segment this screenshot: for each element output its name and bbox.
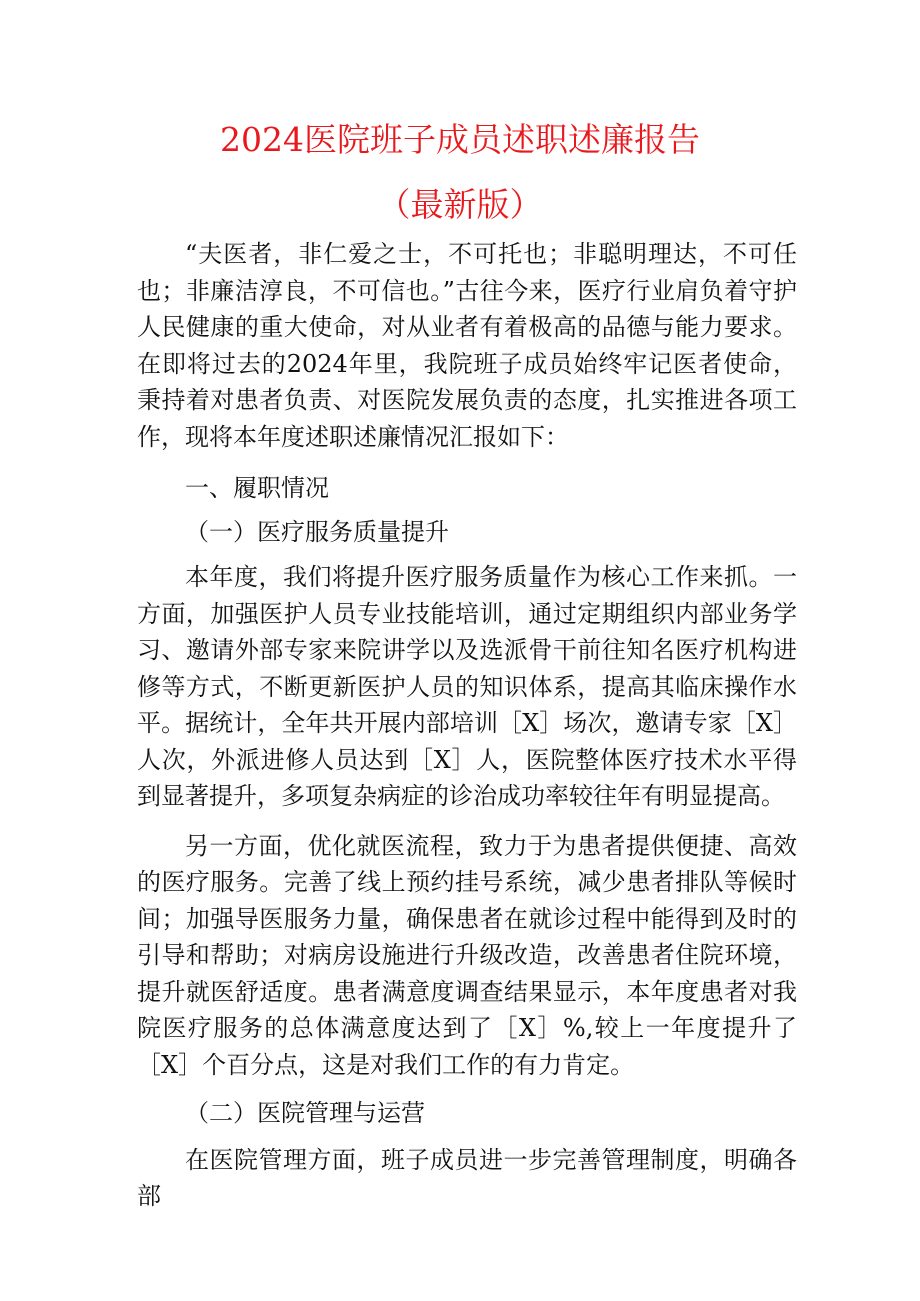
management-paragraph-1: 在医院管理方面，班子成员进一步完善管理制度，明确各部 xyxy=(137,1145,797,1210)
document-title: 2024医院班子成员述职述廉报告 xyxy=(220,120,700,159)
medical-quality-paragraph-2: 另一方面，优化就医流程，致力于为患者提供便捷、高效的医疗服务。完善了线上预约挂号系统，减少患者排队等候时间；加强导医服务力量，确保患者在就诊过程中能得到及时的引导和帮助；对病房设施进行升级改造，改善患者住院环境，提升就医舒适度。患者满意度调查结果显示，本年度患者对我院医疗服务的总体满意度达到了［X］%,较上一年度提升了［X］个百分点，这是对我们工作的有力肯定。 xyxy=(137,831,797,1079)
subsection-heading-medical-quality: （一）医疗服务质量提升 xyxy=(185,517,449,546)
document-subtitle: （最新版） xyxy=(377,185,543,224)
intro-paragraph: “夫医者，非仁爱之士，不可托也；非聪明理达，不可任也；非廉洁淳良，不可信也。”古往今来，医疗行业肩负着守护人民健康的重大使命，对从业者有着极高的品德与能力要求。在即将过去的2024年里，我院班子成员始终牢记医者使命，秉持着对患者负责、对医院发展负责的态度，扎实推进各项工作，现将本年度述职述廉情况汇报如下： xyxy=(137,240,797,451)
document-body xyxy=(137,236,797,1215)
subsection-heading-management: （二）医院管理与运营 xyxy=(185,1099,425,1127)
section-heading-performance: 一、履职情况 xyxy=(185,474,329,502)
medical-quality-paragraph-1: 本年度，我们将提升医疗服务质量作为核心工作来抓。一方面，加强医护人员专业技能培训，通过定期组织内部业务学习、邀请外部专家来院讲学以及选派骨干前往知名医疗机构进修等方式，不断更新医护人员的知识体系，提高其临床操作水平。据统计，全年共开展内部培训［X］场次，邀请专家［X］人次，外派进修人员达到［X］人，医院整体医疗技术水平得到显著提升，多项复杂病症的诊治成功率较往年有明显提高。 xyxy=(137,563,797,810)
